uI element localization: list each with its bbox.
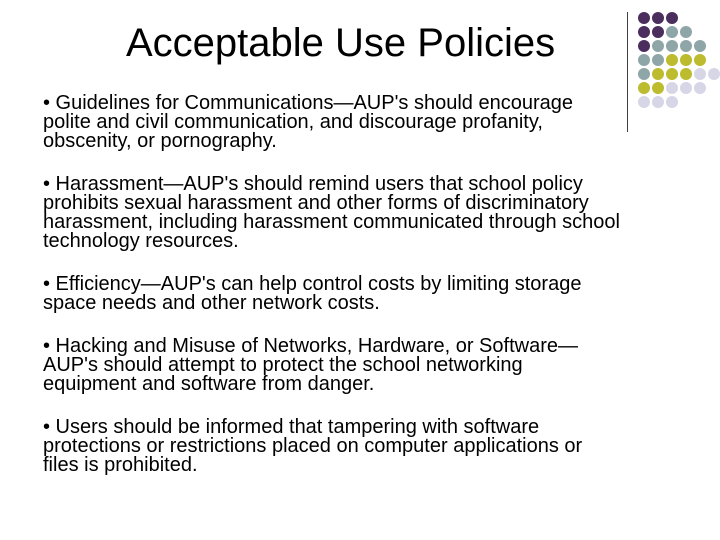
- decor-dot: [666, 82, 678, 94]
- bullet-tampering: • Users should be informed that tampering with software protections or restrictions placed on computer applications or files is prohibited.: [43, 416, 583, 476]
- decor-dot: [680, 40, 692, 52]
- bullet-list: [43, 94, 703, 475]
- bullet-hacking-misuse: • Hacking and Misuse of Networks, Hardware, or Software— AUP's should attempt to protect the school networking equipment and software from danger.: [43, 335, 578, 395]
- decor-dot: [638, 68, 650, 80]
- decor-dot: [694, 82, 706, 94]
- bullet-efficiency: • Efficiency—AUP's can help control costs by limiting storage space needs and other network costs.: [43, 273, 582, 314]
- decor-dot: [638, 40, 650, 52]
- decor-dot: [638, 12, 650, 24]
- decor-dot: [708, 68, 720, 80]
- decor-dot: [666, 26, 678, 38]
- decor-dot: [652, 68, 664, 80]
- decor-dot: [638, 54, 650, 66]
- decor-dot: [652, 54, 664, 66]
- slide-title: Acceptable Use Policies: [126, 21, 556, 65]
- decor-dot: [638, 26, 650, 38]
- decor-dot: [666, 68, 678, 80]
- decor-dot: [666, 54, 678, 66]
- decor-dot: [652, 82, 664, 94]
- decor-dot: [680, 82, 692, 94]
- decor-dot: [680, 68, 692, 80]
- decor-dot: [652, 40, 664, 52]
- decor-dot: [652, 12, 664, 24]
- decor-dot: [680, 26, 692, 38]
- decor-dot: [694, 54, 706, 66]
- decor-dot: [666, 40, 678, 52]
- bullet-harassment: • Harassment—AUP's should remind users that school policy prohibits sexual harassment and other forms of discriminatory harassment, including harassment communicated through school technology resources.: [43, 173, 620, 252]
- decor-dot: [638, 82, 650, 94]
- decor-dot: [694, 40, 706, 52]
- decor-dot: [694, 68, 706, 80]
- decor-dot: [652, 26, 664, 38]
- bullet-communications: • Guidelines for Communications—AUP's should encourage polite and civil communication, and discourage profanity, obscenity, or pornography.: [43, 92, 573, 152]
- decor-dot: [680, 54, 692, 66]
- decor-dot: [666, 12, 678, 24]
